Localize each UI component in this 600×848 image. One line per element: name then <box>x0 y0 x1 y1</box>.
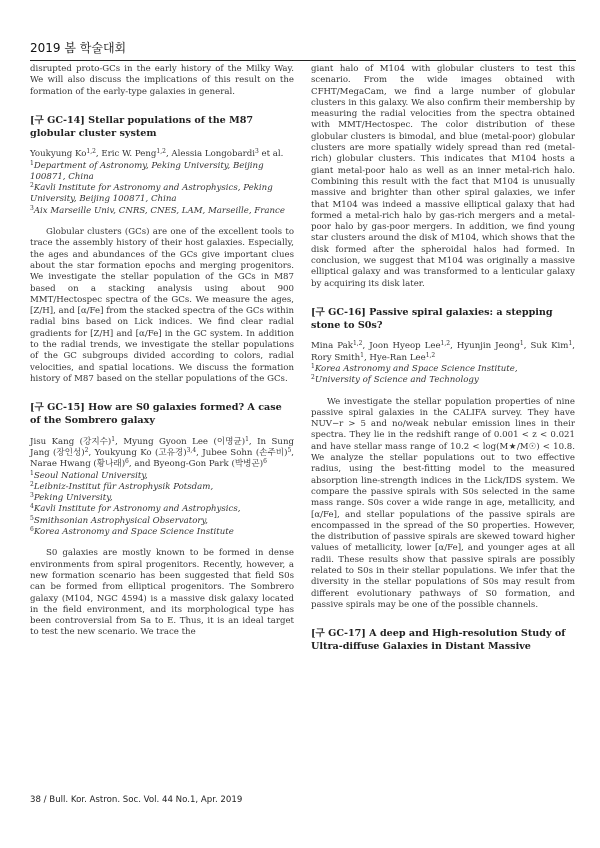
author-separator: , <box>291 447 294 458</box>
author-separator: et al. <box>258 149 284 160</box>
gc15-abstract-continued: giant halo of M104 with globular clusters to test this scenario. From the wide images obtained with CFHT/MegaCam, we find a large number of globular clusters in this galaxy. We also confirm their membership by measuring the radial velocities from the spectra obtained with MMT/Hectospec. The color distribution of these globular clusters is bimodal, and blue (metal-poor) globular clusters are more spatially widely spread than red (metal-rich) globular clusters. This indicates that M104 hosts a giant metal-poor halo as well as an inner metal-rich halo. Combining this result with the fact that M104 is unusually massive and brighter than other spiral galaxies, we infer that M104 was indeed a massive elliptical galaxy that had formed a metal-rich halo by gas-rich mergers and a metal-poor halo by gas-poor mergers. In addition, we find young star clusters around the disk of M104, which shows that the disk formed after the spheroidal halos had formed. In conclusion, we suggest that M104 was originally a massive elliptical galaxy and was transformed to a lenticular galaxy by acquiring its disk later. <box>311 64 575 289</box>
author-name: Rory Smith <box>311 352 361 363</box>
author-affiliation-mark: 1,2 <box>352 340 363 348</box>
affiliation-line <box>30 161 294 184</box>
gc15-title: [구 GC-15] How are S0 galaxies formed? A case of the Sombrero galaxy <box>30 402 282 427</box>
author-separator: , <box>450 341 457 352</box>
author-name: Eric W. Peng <box>101 149 157 160</box>
affiliation-text: Korea Astronomy and Space Science Institute, <box>314 363 518 374</box>
author-affiliation-mark: 1,2 <box>425 351 436 359</box>
header-rule <box>30 60 576 61</box>
affiliation-text: Leibniz-Institut für Astrophysik Potsdam, <box>33 481 214 492</box>
author-separator: , <box>196 447 203 458</box>
affiliation-number: 3 <box>30 204 34 212</box>
gc14-title: [구 GC-14] Stellar populations of the M87 globular cluster system <box>30 114 254 140</box>
author-affiliation-mark: 1,2 <box>440 340 451 348</box>
intro-text: disrupted proto-GCs in the early history of the Milky Way. We will also discuss the implications of this result on the formation of the early-type galaxies in general. <box>30 64 294 97</box>
author-affiliation-mark: 3,4 <box>186 446 197 454</box>
gc15-abstract: S0 galaxies are mostly known to be formed in dense environments from spiral progenitors. Recently, however, a new formation scenario has been suggested that field S0s can be formed from elliptical progenitors. The Sombrero galaxy (M104, NGC 4594) is a massive disk galaxy located in the field environment, and its morphological type has been controversial from Sa to E. Thus, it is an ideal target to test the new scenario. We trace the <box>30 548 294 638</box>
gc16-abstract: We investigate the stellar population properties of nine passive spiral galaxies in the CALIFA survey. They have NUV−r > 5 and no/weak nebular emission lines in their spectra. They lie in the redshift range of 0.001 < z < 0.021 and have stellar mass range of 10.2 < log(M★/M☉) < 10.8. We analyze the stellar populations out to two effective radius, using the best-fitting model to the measured absorption line-strength indices in the Lick/IDS system. We compare the passive spirals with S0s selected in the same mass range. S0s cover a wide range in age, metallicity, and [α/Fe], and stellar populations of the passive spirals are encompassed in the spread of the S0 properties. However, the distribution of passive spirals are skewed toward higher values of metallicity, lower [α/Fe], and younger ages at all radii. These results show that passive spirals are possibly related to S0s in their stellar populations. We infer that the diversity in the stellar populations of S0s may result from different evolutionary pathways of S0 formation, and passive spirals may be one of the possible channels. <box>311 396 575 610</box>
author-name: Narae Hwang (황나래) <box>30 459 126 470</box>
author-affiliation-mark: 5 <box>287 446 292 454</box>
right-column <box>311 64 575 663</box>
author-name: Byeong-Gon Park (박병곤) <box>153 459 264 470</box>
author-name: Hye-Ran Lee <box>369 352 426 363</box>
affiliation-text: Smithsonian Astrophysical Observatory, <box>33 515 208 526</box>
affiliation-number: 6 <box>30 526 34 534</box>
author-separator: , <box>362 341 370 352</box>
affiliation-number: 2 <box>311 374 315 382</box>
affiliation-text: Peking University, <box>33 493 113 504</box>
affiliation-text: Aix Marseille Univ, CNRS, CNES, LAM, Marseille, France <box>33 205 285 216</box>
author-separator: , <box>165 149 172 160</box>
affiliation-number: 2 <box>30 182 34 190</box>
author-affiliation-mark: 1,2 <box>156 148 166 156</box>
affiliation-line <box>30 527 294 538</box>
affiliation-number: 3 <box>30 492 34 500</box>
author-affiliation-mark: 1 <box>245 435 249 443</box>
author-name: Suk Kim <box>530 341 569 352</box>
gc17-title: [구 GC-17] A deep and High-resolution Study of Ultra-diffuse Galaxies in Distant Massive <box>311 628 566 653</box>
affiliation-number: 1 <box>30 159 34 167</box>
affiliation-number: 1 <box>311 362 315 370</box>
author-affiliation-mark: 3 <box>254 148 259 156</box>
author-name: Youkyung Ko (고유경) <box>94 447 187 458</box>
affiliation-text: Kavli Institute for Astronomy and Astrophysics, <box>33 504 241 515</box>
author-separator: , and <box>128 459 154 470</box>
gc15-affiliations <box>30 471 294 539</box>
author-name: Youkyung Ko <box>30 149 87 160</box>
affiliation-text: Seoul National University, <box>33 470 148 481</box>
left-column <box>30 64 294 639</box>
affiliation-line <box>30 206 294 217</box>
affiliation-text: Kavli Institute for Astronomy and Astrophysics, Peking University, Beijing 100871, China <box>30 183 273 205</box>
author-name: Jisu Kang (강지수) <box>30 436 112 447</box>
author-separator: , <box>572 341 575 352</box>
affiliation-number: 5 <box>30 514 34 522</box>
affiliation-text: University of Science and Technology <box>314 375 479 386</box>
author-separator: , <box>95 149 102 160</box>
affiliation-line <box>30 493 294 504</box>
running-head: 2019 봄 학술대회 <box>30 41 127 55</box>
author-name: Jubee Sohn (손주비) <box>202 447 288 458</box>
author-name: Joon Hyeop Lee <box>369 341 441 352</box>
author-name: Alessia Longobardi <box>171 149 255 160</box>
gc16-authors <box>311 341 575 364</box>
author-name: Hyunjin Jeong <box>456 341 520 352</box>
affiliation-line <box>30 516 294 527</box>
gc16-affiliations <box>311 364 575 387</box>
author-separator: , <box>248 436 258 447</box>
author-name: Myung Gyoon Lee (이명균) <box>123 436 246 447</box>
author-affiliation-mark: 1 <box>111 435 116 443</box>
author-separator: , <box>363 352 370 363</box>
affiliation-line <box>311 364 575 375</box>
affiliation-text: Korea Astronomy and Space Science Institute <box>33 527 234 538</box>
gc14-authors <box>30 149 294 160</box>
gc15-authors <box>30 437 294 471</box>
gc14-affiliations <box>30 161 294 217</box>
affiliation-number: 2 <box>30 480 34 488</box>
affiliation-number: 1 <box>30 469 34 477</box>
affiliation-line <box>30 482 294 493</box>
affiliation-line <box>30 471 294 482</box>
author-affiliation-mark: 1 <box>519 340 524 348</box>
affiliation-line <box>30 504 294 515</box>
affiliation-number: 4 <box>30 503 34 511</box>
author-separator: , <box>115 436 124 447</box>
page-footer: 38 / Bull. Kor. Astron. Soc. Vol. 44 No.1, Apr. 2019 <box>30 795 243 805</box>
author-separator: , <box>523 341 531 352</box>
gc14-abstract: Globular clusters (GCs) are one of the excellent tools to trace the assembly history of their host galaxies. Especially, the ages and abundances of the GCs give important clues about the star formation epochs and merging progenitors. We investigate the stellar population of the GCs in M87 based on a stacking analysis using about 900 MMT/Hectospec spectra of the GCs. We measure the ages, [Z/H], and [α/Fe] from the stacked spectra of the GCs within radial bins based on Lick indices. We find clear radial gradients for [Z/H] and [α/Fe] in the GC system. In addition to the radial trends, we investigate the stellar populations of the GC subgroups divided according to colors, radial velocities, and spatial locations. We discuss the formation history of M87 based on the stellar populations of the GCs. <box>30 227 294 384</box>
author-name: Mina Pak <box>311 341 353 352</box>
author-affiliation-mark: 1 <box>568 340 573 348</box>
affiliation-text: Department of Astronomy, Peking University, Beijing 100871, China <box>30 160 264 182</box>
author-affiliation-mark: 6 <box>263 458 267 466</box>
affiliation-line <box>30 183 294 206</box>
author-separator: , <box>88 447 95 458</box>
affiliation-line <box>311 375 575 386</box>
author-affiliation-mark: 1 <box>360 351 364 359</box>
gc16-title: [구 GC-16] Passive spiral galaxies: a stepping stone to S0s? <box>311 306 553 332</box>
author-name: In Sung Jang (장인성) <box>30 436 295 458</box>
author-affiliation-mark: 2 <box>84 446 89 454</box>
author-affiliation-mark: 6 <box>125 458 129 466</box>
author-affiliation-mark: 1,2 <box>86 148 96 156</box>
